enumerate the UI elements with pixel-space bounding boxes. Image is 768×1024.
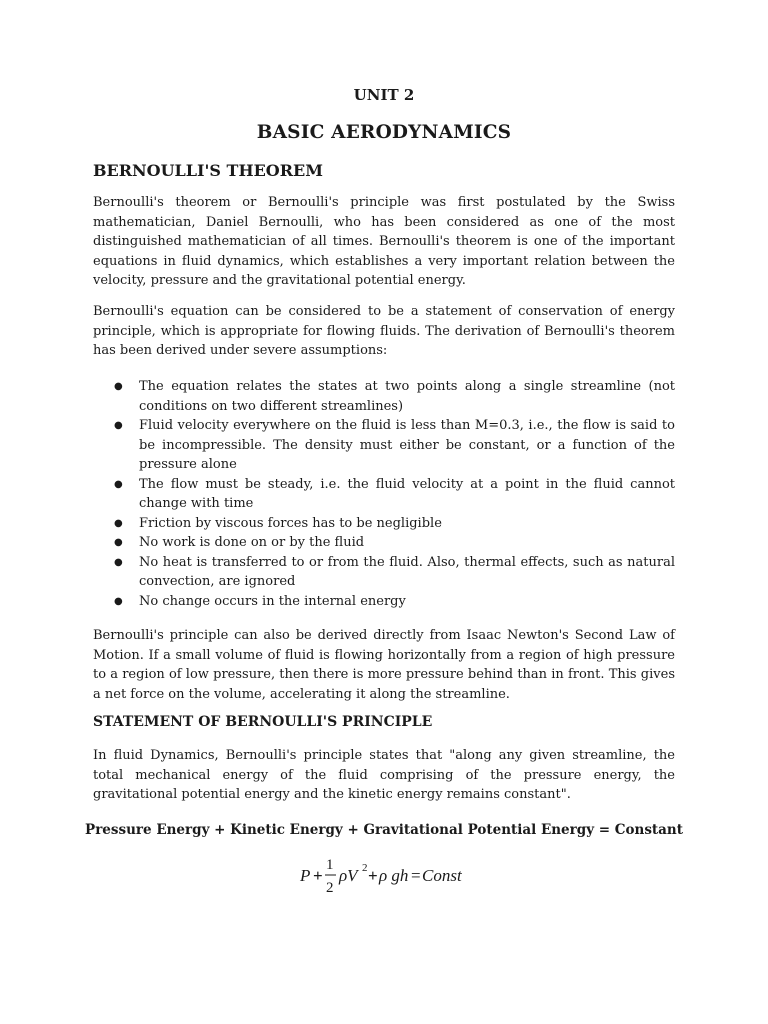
eq-plus: + <box>368 866 378 885</box>
section-heading-statement: STATEMENT OF BERNOULLI'S PRINCIPLE <box>93 714 433 730</box>
unit-label: UNIT 2 <box>353 86 415 104</box>
assumptions-list <box>110 377 675 611</box>
paragraph-assumptions-intro: Bernoulli's equation can be considered to be a statement of conservation of energy principle, which is appropriate for flowing fluids. The derivation of Bernoulli's theorem has been derived under severe assumptions: <box>93 304 675 358</box>
list-item: ● No change occurs in the internal energy <box>110 592 675 612</box>
eq-rho-gh: ρ gh <box>379 866 409 885</box>
list-item: ● The flow must be steady, i.e. the fluid velocity at a point in the fluid cannot change with time <box>114 476 675 511</box>
page-title: BASIC AERODYNAMICS <box>256 122 512 143</box>
list-item: ● The equation relates the states at two points along a single streamline (not conditions on two different streamlines) <box>114 379 675 414</box>
eq-plus: + <box>313 866 323 885</box>
formula-words: Pressure Energy + Kinetic Energy + Gravitational Potential Energy = Constant <box>85 822 683 838</box>
eq-equals: = <box>411 866 421 885</box>
bullet-icon: ● <box>114 537 123 548</box>
paragraph-newton-derivation: Bernoulli's principle can also be derived directly from Isaac Newton's Second Law of Motion. If a small volume of fluid is flowing horizontally from a region of high pressure to a region of low pressure, then there is more pressure behind than in front. This gives a net force on the volume, accelerating it along the streamline. <box>93 628 675 702</box>
list-item: ● No work is done on or by the fluid <box>110 533 675 553</box>
section-heading-bernoulli-theorem: BERNOULLI'S THEOREM <box>93 161 323 180</box>
bullet-icon: ● <box>114 381 123 392</box>
list-item: ● Friction by viscous forces has to be negligible <box>110 514 675 534</box>
bullet-icon: ● <box>114 595 123 607</box>
paragraph-statement: In fluid Dynamics, Bernoulli's principle states that "along any given streamline, the total mechanical energy of the fluid comprising of the pressure energy, the gravitational potential energy and the kinetic energy remains constant". <box>93 748 675 802</box>
paragraph-intro: Bernoulli's theorem or Bernoulli's principle was first postulated by the Swiss mathematician, Daniel Bernoulli, who has been considered as one of the most distinguished mathematician of all times. Bernoulli's theorem is one of the important equations in fluid dynamics, which establishes a very important relation between the velocity, pressure and the gravitational potential energy. <box>93 195 675 288</box>
eq-pressure: P <box>300 866 311 885</box>
list-item: ● Fluid velocity everywhere on the fluid is less than M=0.3, i.e., the flow is said to be incompressible. The density must either be constant, or a function of the pressure alone <box>114 418 675 472</box>
eq-constant: Const <box>422 866 462 885</box>
list-item: ● No heat is transferred to or from the fluid. Also, thermal effects, such as natural convection, are ignored <box>114 554 675 589</box>
bullet-icon: ● <box>114 517 123 529</box>
eq-fraction-denominator: 2 <box>326 880 334 896</box>
bullet-icon: ● <box>114 556 123 568</box>
eq-rho-v: ρV <box>339 866 358 885</box>
eq-exponent: 2 <box>362 862 368 874</box>
bernoulli-equation <box>0 852 768 898</box>
bullet-icon: ● <box>114 478 123 490</box>
eq-fraction-numerator: 1 <box>326 857 334 873</box>
bullet-icon: ● <box>114 420 123 431</box>
